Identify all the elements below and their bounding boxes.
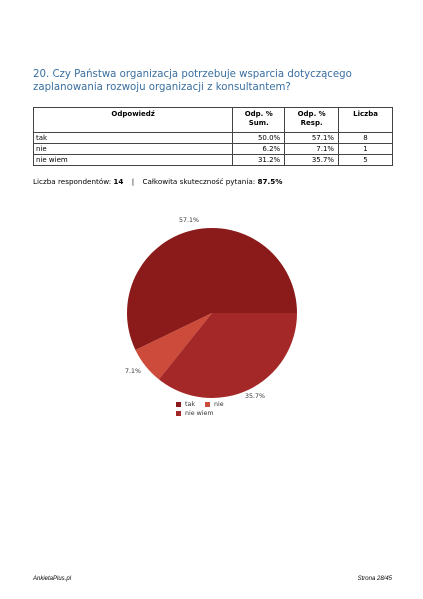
row-pct-resp: 57.1%	[285, 133, 339, 144]
legend-swatch	[176, 411, 181, 416]
header-answer: Odpowiedź	[34, 108, 233, 133]
chart-legend	[176, 400, 224, 418]
pie-data-label: 7.1%	[125, 368, 141, 375]
effectiveness-label: Całkowita skuteczność pytania:	[142, 177, 256, 186]
pie-data-label: 57.1%	[178, 217, 200, 224]
header-count: Liczba	[339, 108, 393, 133]
legend-item-nie-wiem	[176, 410, 214, 417]
pie-chart	[0, 205, 423, 400]
row-pct-sum: 31.2%	[233, 155, 285, 166]
respondents-label: Liczba respondentów:	[33, 177, 112, 186]
summary-line	[33, 177, 282, 186]
table-row	[34, 144, 393, 155]
row-label: nie wiem	[34, 155, 233, 166]
row-count: 8	[339, 133, 393, 144]
legend-swatch	[205, 402, 210, 407]
header-pct-resp: Odp. % Resp.	[285, 108, 339, 133]
row-count: 1	[339, 144, 393, 155]
answers-table	[33, 107, 393, 166]
legend-swatch	[176, 402, 181, 407]
row-count: 5	[339, 155, 393, 166]
row-pct-sum: 50.0%	[233, 133, 285, 144]
effectiveness-value: 87.5%	[257, 177, 283, 186]
row-pct-resp: 35.7%	[285, 155, 339, 166]
legend-item-nie	[205, 401, 224, 408]
pie-data-label: 35.7%	[244, 393, 266, 400]
question-title: 20. Czy Państwa organizacja potrzebuje wsparcia dotyczącego zaplanowania rozwoju organizacji z konsultantem?	[33, 69, 352, 93]
footer-page-number: Strona 28/45	[357, 576, 392, 582]
row-pct-sum: 6.2%	[233, 144, 285, 155]
header-pct-sum: Odp. % Sum.	[233, 108, 285, 133]
row-label: tak	[34, 133, 233, 144]
summary-separator: |	[131, 177, 135, 186]
table-row	[34, 155, 393, 166]
legend-label: tak	[185, 401, 195, 408]
row-pct-resp: 7.1%	[285, 144, 339, 155]
footer-brand: AnkietaPlus.pl	[33, 576, 72, 582]
table-row	[34, 133, 393, 144]
respondents-value: 14	[113, 177, 124, 186]
legend-label: nie	[213, 401, 224, 408]
table-header-row	[34, 108, 393, 133]
row-label: nie	[34, 144, 233, 155]
legend-label: nie wiem	[185, 410, 214, 417]
legend-item-tak	[176, 401, 195, 408]
